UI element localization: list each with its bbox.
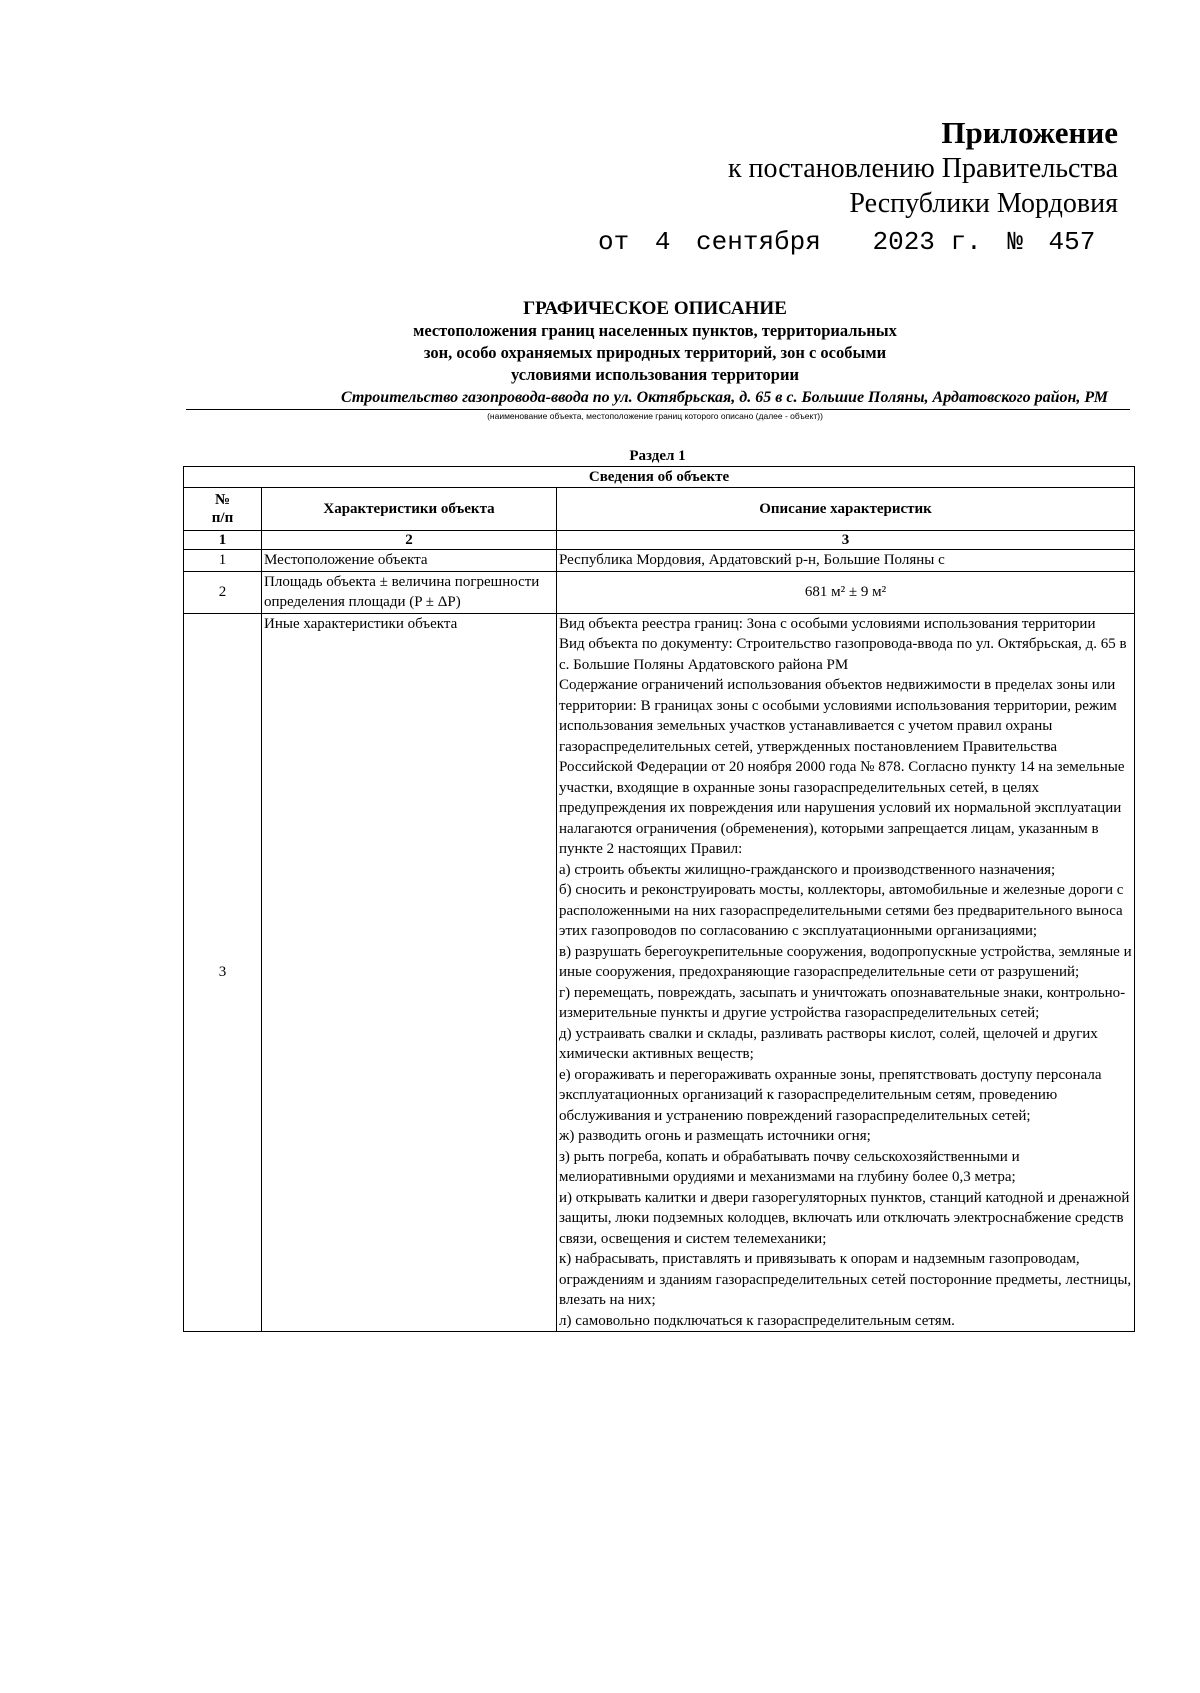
- number-label: №: [1007, 227, 1023, 257]
- table-header-row: [184, 488, 1135, 531]
- document-title: ГРАФИЧЕСКОЕ ОПИСАНИЕ: [523, 298, 787, 319]
- document-title-block: [180, 298, 1130, 422]
- date-year: 2023 г.: [872, 227, 982, 257]
- object-name: Строительство газопровода-ввода по ул. Октябрьская, д. 65 в с. Большие Поляны, Ардатовского район, РМ: [340, 389, 1108, 406]
- date-prefix: от: [598, 227, 630, 257]
- date-month: сентября: [696, 227, 821, 257]
- row-description: Республика Мордовия, Ардатовский р-н, Большие Поляны с: [557, 550, 1135, 572]
- row-number: 3: [184, 613, 262, 1332]
- description-paragraph: ж) разводить огонь и размещать источники огня;: [559, 1128, 871, 1144]
- table-title-row: [184, 467, 1135, 488]
- description-paragraph: в) разрушать берегоукрепительные сооружения, водопропускные устройства, земляные и иные сооружения, предохраняющие газораспределительные сети от разрушений;: [559, 943, 1132, 980]
- description-paragraph: Содержание ограничений использования объектов недвижимости в пределах зоны или территории: В границах зоны с особыми условиями использования территории, режим использования земельных участков устанавливается с учетом правил охраны газораспределительных сетей, утвержденных постановлением Правительства Российской Федерации от 20 ноября 2000 года № 878. Согласно пункту 14 на земельные участки, входящие в охранные зоны газораспределительных сетей, в целях предупреждения их повреждения или нарушения условий их нормальной эксплуатации налагаются ограничения (обременения), которыми запрещается лицам, указанным в пункте 2 настоящих Правил:: [559, 677, 1125, 857]
- description-paragraph: а) строить объекты жилищно-гражданского и производственного назначения;: [559, 861, 1056, 878]
- description-paragraph: к) набрасывать, приставлять и привязывать к опорам и надземным газопроводам, ограждениям и зданиям газораспределительных сетей посторонние предметы, лестницы, влезать на них;: [559, 1251, 1132, 1308]
- row-number: 2: [184, 571, 262, 613]
- decree-number: 457: [1048, 227, 1096, 257]
- row-characteristic: Местоположение объекта: [262, 550, 557, 572]
- description-paragraph: Вид объекта по документу: Строительство газопровода-ввода по ул. Октябрьская, д. 65 в с. Большие Поляны Ардатовского района РМ: [559, 636, 1127, 673]
- header-description: Описание характеристик: [557, 488, 1135, 531]
- description-paragraph: г) перемещать, повреждать, засыпать и уничтожать опознавательные знаки, контрольно-измерительные пункты и другие устройства газораспределительных сетей;: [559, 984, 1126, 1021]
- description-paragraph: и) открывать калитки и двери газорегуляторных пунктов, станций катодной и дренажной защиты, люки подземных колодцев, включать или отключать электроснабжение средств связи, освещения и систем телемеханики;: [559, 1189, 1130, 1247]
- column-number-3: 3: [557, 531, 1135, 550]
- table-row: [184, 613, 1135, 1332]
- section-label: Раздел 1: [629, 448, 686, 464]
- table-title: Сведения об объекте: [184, 467, 1135, 488]
- appendix-title: Приложение: [941, 115, 1118, 150]
- description-paragraph: е) огораживать и перегораживать охранные зоны, препятствовать доступу персонала эксплуатационных организаций к газораспределительным сетям, проведению обслуживания и устранению повреждений газораспределительных сетей;: [559, 1066, 1102, 1124]
- description-paragraph: з) рыть погреба, копать и обрабатывать почву сельскохозяйственными и мелиоративными орудиями и механизмами на глубину более 0,3 метра;: [559, 1148, 1020, 1185]
- description-paragraph: б) сносить и реконструировать мосты, коллекторы, автомобильные и железные дороги с расположенными на них газораспределительными сетями без предварительного выноса этих газопроводов по согласованию с эксплуатационными организациями;: [559, 882, 1124, 939]
- document-subtitle-line-2: зон, особо охраняемых природных территорий, зон с особыми: [423, 343, 887, 362]
- object-name-caption: (наименование объекта, местоположение границ которого описано (далее - объект)): [487, 411, 823, 421]
- row-description: 681 м² ± 9 м²: [557, 571, 1135, 613]
- description-paragraph: Вид объекта реестра границ: Зона с особыми условиями использования территории: [559, 615, 1096, 632]
- description-paragraph: д) устраивать свалки и склады, разливать растворы кислот, солей, щелочей и других химически активных веществ;: [559, 1025, 1098, 1062]
- appendix-line-2: Республики Мордовия: [849, 188, 1118, 219]
- column-number-1: 1: [184, 531, 262, 550]
- document-subtitle-line-1: местоположения границ населенных пунктов, территориальных: [413, 321, 897, 340]
- column-numbers-row: [184, 531, 1135, 550]
- object-info-table: [183, 466, 1135, 1332]
- appendix-date: [518, 225, 1118, 259]
- document-subtitle-line-3: условиями использования территории: [511, 365, 799, 384]
- row-characteristic: Иные характеристики объекта: [262, 613, 557, 1332]
- appendix-line-1: к постановлению Правительства: [727, 153, 1118, 184]
- table-row: [184, 550, 1135, 572]
- column-number-2: 2: [262, 531, 557, 550]
- description-paragraph: л) самовольно подключаться к газораспределительным сетям.: [559, 1312, 955, 1329]
- header-characteristic: Характеристики объекта: [262, 488, 557, 531]
- row-description-list: [557, 613, 1135, 1332]
- header-number: [184, 488, 262, 531]
- appendix-header: [518, 114, 1118, 259]
- row-number: 1: [184, 550, 262, 572]
- table-row: [184, 571, 1135, 613]
- row-characteristic: Площадь объекта ± величина погрешности определения площади (P ± ΔP): [262, 571, 557, 613]
- header-number-text: № п/п: [211, 492, 234, 526]
- date-day: 4: [654, 227, 671, 257]
